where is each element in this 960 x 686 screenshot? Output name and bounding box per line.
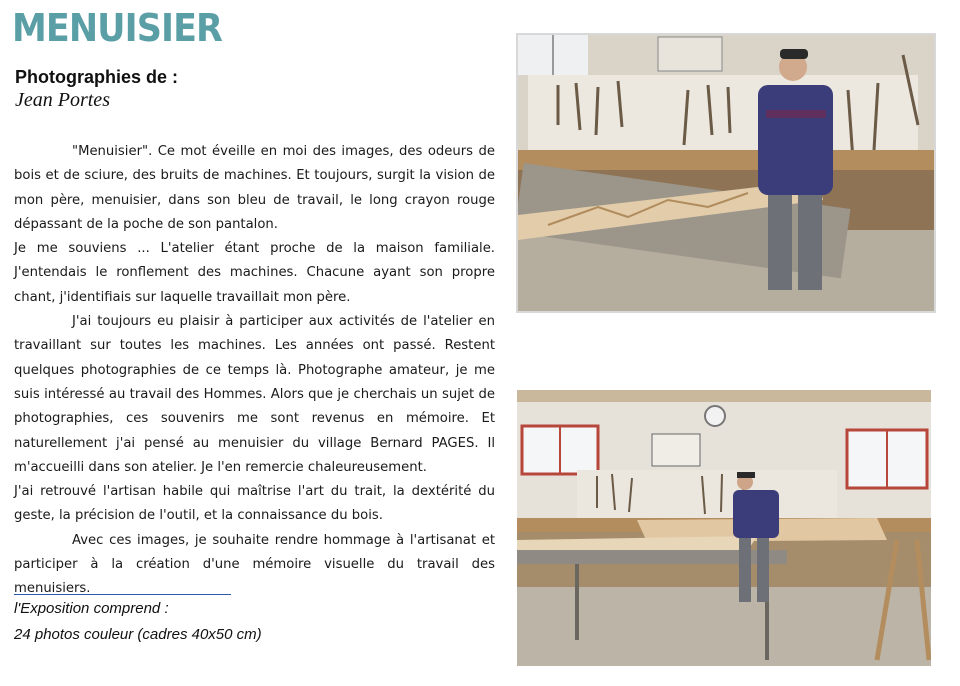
paragraph: Je me souviens ... L'atelier étant proche de la maison familiale. J'entendais le ronflement des machines. Chacune ayant son propre chant, j'identifiais sur laquelle travaillait mon père. (14, 241, 495, 305)
body-text (14, 140, 495, 602)
divider (14, 594, 231, 595)
page-title: MENUISIER (12, 6, 223, 50)
subtitle: Photographies de : (15, 67, 179, 87)
paragraph: Avec ces images, je souhaite rendre hommage à l'artisanat et participer à la création d'une mémoire visuelle du travail des menuisiers. (14, 532, 495, 597)
exposition-detail: 24 photos couleur (cadres 40x50 cm) (14, 626, 262, 643)
paragraph: "Menuisier". Ce mot éveille en moi des images, des odeurs de bois et de sciure, des bruits de machines. Et toujours, surgit la vision de mon père, menuisier, dans son bleu de travail, le long crayon rouge dépassant de la poche de son pantalon. (14, 144, 495, 232)
workshop-photo-2 (517, 390, 931, 666)
workshop-photo-1 (516, 33, 936, 313)
exposition-heading: l'Exposition comprend : (14, 600, 169, 617)
paragraph: J'ai toujours eu plaisir à participer aux activités de l'atelier en travaillant sur toutes les machines. Les années ont passé. Restent quelques photographies de ce temps là. Photographe amateur, je me suis intéressé au travail des Hommes. Alors que je cherchais un sujet de photographies, ces souvenirs me sont revenus en mémoire. Et naturellement j'ai pensé au menuisier du village Bernard PAGES. Il m'accueilli dans son atelier. Je l'en remercie chaleureusement. (14, 314, 495, 475)
author-name: Jean Portes (15, 89, 110, 111)
paragraph: J'ai retrouvé l'artisan habile qui maîtrise l'art du trait, la dextérité du geste, la précision de l'outil, et la connaissance du bois. (14, 484, 495, 524)
